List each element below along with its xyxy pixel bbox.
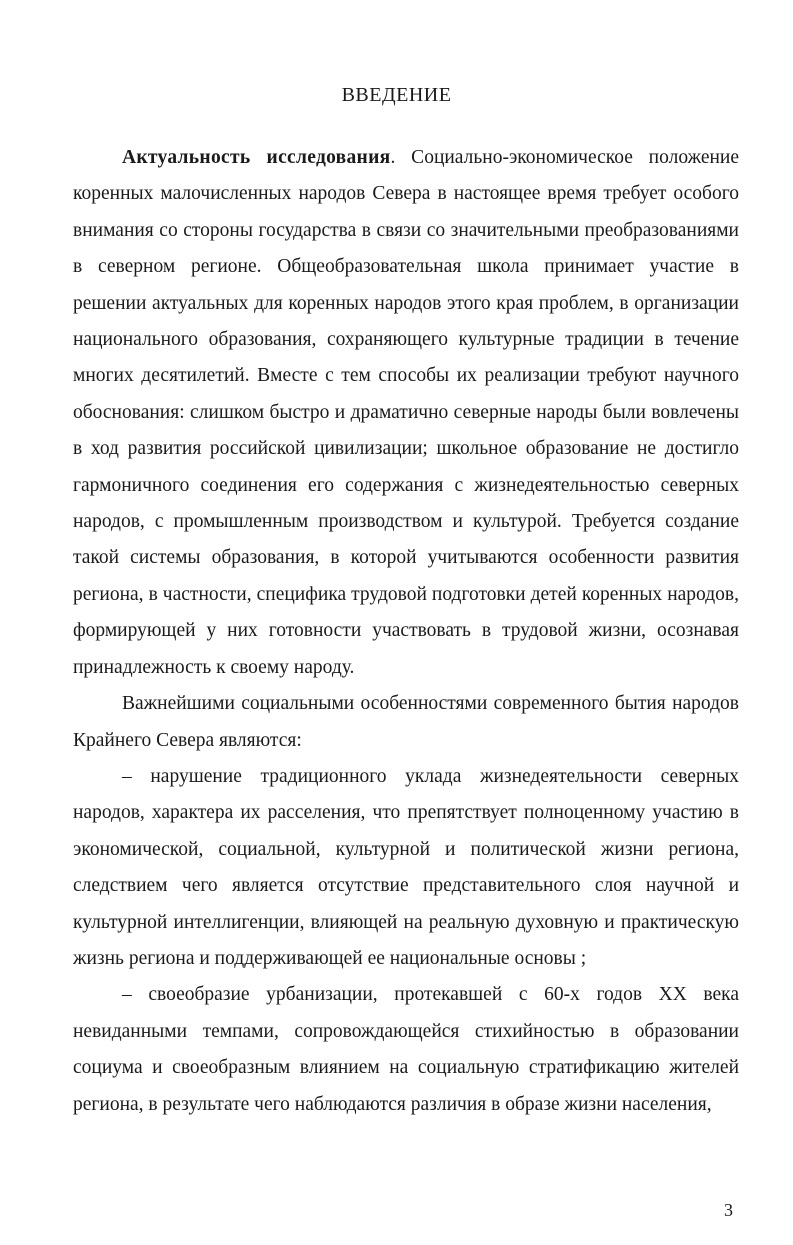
list-item-traditional-way: – нарушение традиционного уклада жизнедеятельности северных народов, характера их расселения, что препятствует полноценному участию в экономической, социальной, культурной и политической жизни региона, следствием чего является отсутствие представительного слоя научной и культурной интеллигенции, влияющей на реальную духовную и практическую жизнь региона и поддерживающей ее национальные основы ; [73, 765, 739, 969]
page-number: 3 [724, 1200, 733, 1220]
intro-text: . Социально-экономическое положение коренных малочисленных народов Севера в настоящее время требует особого внимания со стороны государства в связи со значительными преобразованиями в северном регионе. Общеобразовательная школа принимает участие в решении актуальных для коренных народов этого края проблем, в организации национального образования, сохраняющего культурные традиции в течение многих десятилетий. Вместе с тем способы их реализации требуют научного обоснования: слишком быстро и драматично северные народы были вовлечены в ход развития российской цивилизации; школьное образование не достигло гармоничного соединения его содержания с жизнедеятельностью северных народов, с промышленным производством и культурой. Требуется создание такой системы образования, в которой учитываются особенности развития региона, в частности, специфика трудовой подготовки детей коренных народов, формирующей у них готовности участвовать в трудовой жизни, осознавая принадлежность к своему народу. [73, 147, 740, 678]
intro-lead: Актуальность исследования [122, 147, 391, 168]
intro-paragraph [73, 140, 739, 686]
paragraph-features: Важнейшими социальными особенностями современного бытия народов Крайнего Севера являются: [73, 693, 739, 751]
page-title: ВВЕДЕНИЕ [341, 84, 452, 106]
body-text [73, 140, 739, 1123]
list-item-urbanization: – своеобразие урбанизации, протекавшей с 60-х годов XX века невиданными темпами, сопровождающейся стихийностью в образовании социума и своеобразным влиянием на социальную стратификацию жителей региона, в результате чего наблюдаются различия в образе жизни населения, [73, 984, 739, 1115]
